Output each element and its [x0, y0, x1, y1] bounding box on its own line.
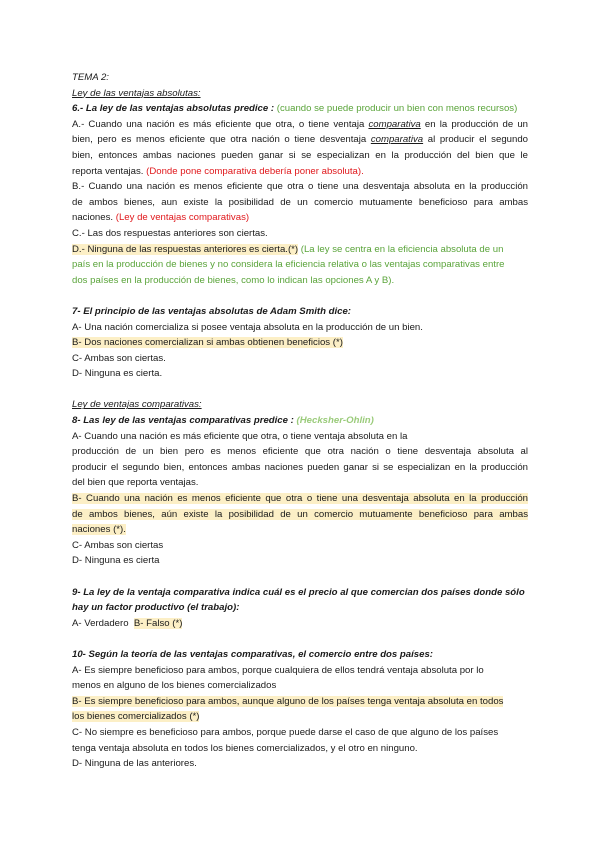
q7-option-b — [72, 335, 528, 351]
q10-option-b-line1 — [72, 694, 528, 710]
question-6-prompt: 6.- La ley de las ventajas absolutas predice : (cuando se puede producir un bien con menos recursos) — [72, 103, 518, 115]
question-9-prompt-line1: 9- La ley de la ventaja comparativa indica cuál es el precio al que comercian dos países donde sólo — [72, 586, 525, 598]
topic-title: TEMA 2: — [72, 72, 109, 83]
q8-option-a-line4: del bien que reporta ventajas. — [72, 477, 199, 489]
q6-option-c: C.- Las dos respuestas anteriores son ciertas. — [72, 227, 268, 239]
q6-explanation-line3: dos países en la producción de bienes, como lo indican las opciones A y B). — [72, 274, 395, 286]
q7-option-a: A- Una nación comercializa si posee ventaja absoluta en la producción de un bien. — [72, 321, 423, 333]
q8-option-b-line2: de ambos bienes, aún existe la posibilidad de un comercio mutuamente beneficioso para ambas — [72, 508, 528, 520]
q6-option-d-line1: D.- Ninguna de las respuestas anteriores es cierta.(*) (La ley se centra en la eficiencia absoluta de un — [72, 243, 504, 255]
q10-option-c-line1: C- No siempre es beneficioso para ambos, porque puede darse el caso de que alguno de los países — [72, 726, 499, 738]
q7-option-d: D- Ninguna es cierta. — [72, 368, 163, 380]
q8-option-b-line3: naciones (*). — [72, 524, 126, 536]
q7-correct-answer: B- Dos naciones comercializan si ambas obtienen beneficios (*) — [72, 337, 343, 349]
question-8-note: (Hecksher-Ohlin) — [296, 415, 374, 427]
q6-option-b-line1: B.- Cuando una nación es menos eficiente que otra o tiene una desventaja absoluta en la producción — [72, 181, 528, 193]
q6-explanation-line2: país en la producción de bienes y no considera la eficiencia relativa o las ventajas comparativas entre — [72, 259, 505, 271]
q6-correction-note: (Donde pone comparativa debería poner absoluta). — [146, 165, 364, 177]
q6-option-b-note: (Ley de ventajas comparativas) — [115, 212, 250, 224]
q8-option-a-line2: producción de un bien pero es menos eficiente que otra nación o tiene desventaja absoluta al — [72, 446, 528, 458]
q8-option-b-line1 — [72, 491, 528, 507]
q10-option-b-line2: los bienes comercializados (*) — [72, 711, 200, 723]
q10-option-c-line2: tenga ventaja absoluta en todos los bienes comercializados, y el otro en ninguno. — [72, 742, 418, 754]
q9-option-a: A- Verdadero — [72, 617, 129, 629]
section-heading-absolute: Ley de las ventajas absolutas: — [72, 87, 201, 99]
question-9-prompt-line2: hay un factor productivo (el trabajo): — [72, 602, 240, 614]
section-heading-comparative: Ley de ventajas comparativas: — [72, 399, 202, 411]
document-page — [72, 70, 528, 772]
q8-option-a-line1: A- Cuando una nación es más eficiente que otra, o tiene ventaja absoluta en la — [72, 430, 408, 442]
q9-options — [72, 616, 528, 632]
q10-correct-answer: B- Es siempre beneficioso para ambos, aunque alguno de los países tenga ventaja absoluta en todos — [72, 695, 504, 707]
q8-option-a-line3: producir el segundo bien, entonces ambas naciones pueden ganar si se especializan en la producción — [72, 461, 528, 473]
q6-option-b-line3: naciones. (Ley de ventajas comparativas) — [72, 212, 250, 224]
q6-option-a-line3: bien, entonces ambas naciones pueden ganar si se especializan en la producción del bien que le — [72, 149, 528, 161]
q6-option-a-line2: bien, pero es menos eficiente que otra nación o tiene desventaja comparativa al producir el segundo — [72, 134, 528, 146]
q6-correct-answer: D.- Ninguna de las respuestas anteriores es cierta.(*) — [72, 243, 299, 255]
q9-correct-answer: B- Falso (*) — [133, 617, 183, 629]
question-6-note: (cuando se puede producir un bien con menos recursos) — [276, 103, 518, 115]
question-7-prompt: 7- El principio de las ventajas absolutas de Adam Smith dice: — [72, 305, 352, 317]
question-10-prompt: 10- Según la teoría de las ventajas comparativas, el comercio entre dos países: — [72, 648, 433, 660]
q8-correct-answer: B- Cuando una nación es menos eficiente que otra o tiene una desventaja absoluta en la producción — [72, 493, 528, 505]
q10-option-d: D- Ninguna de las anteriores. — [72, 758, 197, 770]
question-8-prompt: 8- Las ley de las ventajas comparativas predice : (Hecksher-Ohlin) — [72, 415, 374, 427]
q6-option-a-line1: A.- Cuando una nación es más eficiente que otra, o tiene ventaja comparativa en la producción de un — [72, 118, 529, 130]
q6-option-b-line2: de ambos bienes, aun existe la posibilidad de un comercio mutuamente beneficioso para ambas — [72, 196, 528, 208]
q8-option-d: D- Ninguna es cierta — [72, 555, 160, 567]
q10-option-a-line2: menos en alguno de los bienes comercializados — [72, 680, 277, 692]
q7-option-c: C- Ambas son ciertas. — [72, 352, 166, 364]
q6-option-a-line4: reporta ventajas. (Donde pone comparativa debería poner absoluta). — [72, 165, 364, 177]
q8-option-c: C- Ambas son ciertas — [72, 539, 164, 551]
q10-option-a-line1: A- Es siempre beneficioso para ambos, porque cualquiera de ellos tendrá ventaja absoluta por lo — [72, 664, 484, 676]
